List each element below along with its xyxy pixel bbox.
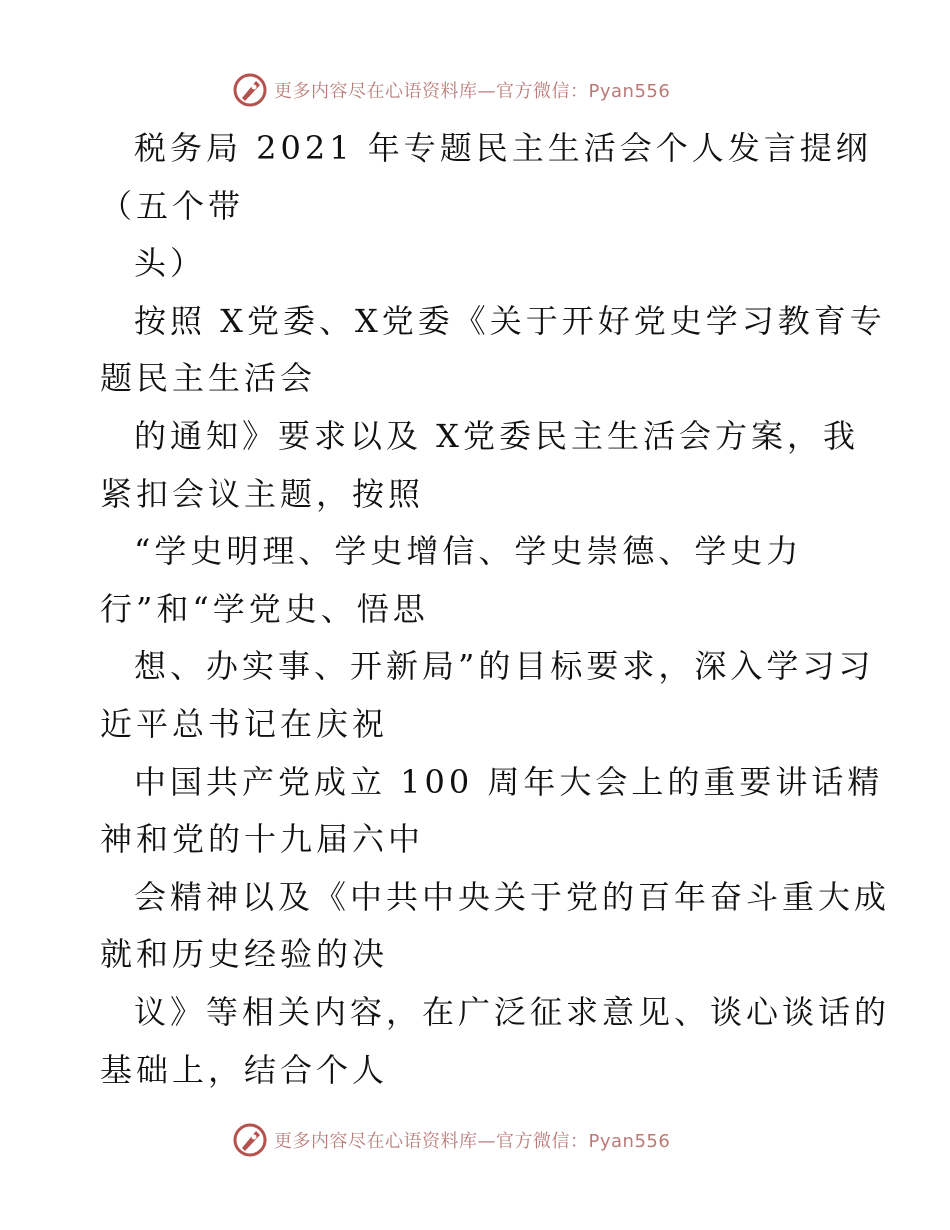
doc-line-title-2: （五个带: [100, 187, 245, 225]
header-banner: [232, 70, 670, 110]
pen-logo-icon: [232, 72, 268, 108]
doc-line: 近平总书记在庆祝: [100, 705, 389, 743]
doc-line: 想、办实事、开新局”的目标要求，深入学习习: [134, 647, 875, 685]
doc-line: 题民主生活会: [100, 359, 317, 397]
doc-line: 基础上，结合个人: [100, 1051, 389, 1089]
pen-logo-icon: [232, 1122, 268, 1158]
doc-line: 紧扣会议主题，按照: [100, 475, 425, 513]
doc-line: 神和党的十九届六中: [100, 820, 425, 858]
doc-line: 按照 X党委、X党委《关于开好党史学习教育专: [134, 302, 886, 340]
doc-line-title-1: 税务局 2021 年专题民主生活会个人发言提纲: [134, 129, 872, 167]
footer-banner: [232, 1120, 670, 1160]
doc-line: 会精神以及《中共中央关于党的百年奋斗重大成: [134, 878, 891, 916]
doc-line: 中国共产党成立 100 周年大会上的重要讲话精: [134, 763, 884, 801]
doc-line-title-3: 头）: [134, 244, 207, 282]
footer-banner-text: 更多内容尽在心语资料库—官方微信：Pyan556: [274, 1131, 671, 1152]
doc-line: “学史明理、学史增信、学史崇德、学史力: [134, 532, 803, 570]
doc-line: 议》等相关内容，在广泛征求意见、谈心谈话的: [134, 993, 891, 1031]
doc-line: 就和历史经验的决: [100, 935, 389, 973]
header-banner-text: 更多内容尽在心语资料库—官方微信：Pyan556: [274, 81, 671, 102]
doc-line: 行”和“学党史、悟思: [100, 590, 429, 628]
doc-line: 的通知》要求以及 X党委民主生活会方案，我: [134, 417, 859, 455]
